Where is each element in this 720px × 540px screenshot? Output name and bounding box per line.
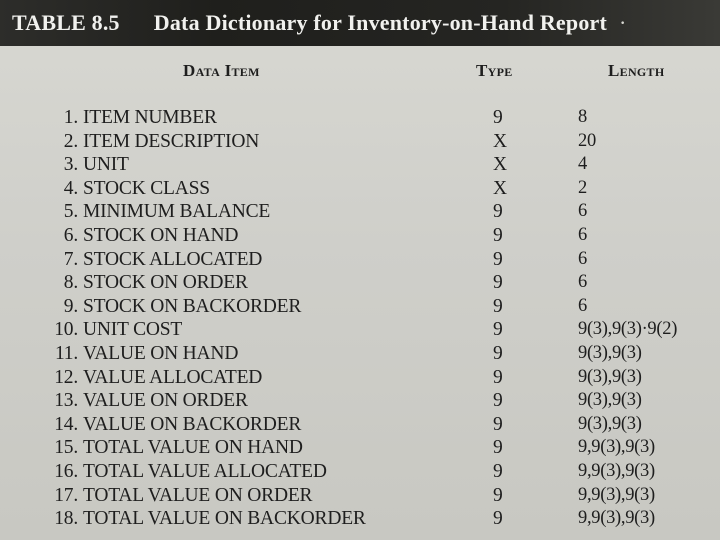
row-number: 13. xyxy=(54,390,78,412)
row-length: 8 xyxy=(578,107,587,127)
table-row xyxy=(0,484,720,508)
row-type: 9 xyxy=(493,224,503,246)
row-number: 14. xyxy=(54,413,78,435)
table-row xyxy=(0,342,720,366)
table-row xyxy=(0,200,720,224)
row-length: 9(3),9(3) xyxy=(578,413,642,434)
row-data-item: UNIT xyxy=(83,154,129,176)
row-number: 2. xyxy=(63,130,78,152)
row-number: 17. xyxy=(54,484,78,506)
row-type: 9 xyxy=(493,413,503,435)
row-type: X xyxy=(493,154,507,176)
row-type: 9 xyxy=(493,484,503,506)
row-data-item: ITEM DESCRIPTION xyxy=(83,130,260,152)
row-length: 9,9(3),9(3) xyxy=(578,460,655,481)
row-type: 9 xyxy=(493,272,503,294)
row-number: 15. xyxy=(54,437,78,459)
row-number: 11. xyxy=(54,342,78,364)
row-data-item: STOCK ON HAND xyxy=(83,224,239,246)
row-data-item: VALUE ON HAND xyxy=(83,342,239,364)
row-type: 9 xyxy=(493,248,503,270)
table-row xyxy=(0,106,720,130)
column-header-type: Type xyxy=(476,61,513,80)
row-number: 3. xyxy=(63,154,78,176)
row-type: 9 xyxy=(493,319,503,341)
row-type: 9 xyxy=(493,437,503,459)
row-type: 9 xyxy=(493,107,503,128)
row-type: 9 xyxy=(493,342,503,364)
row-data-item: VALUE ON BACKORDER xyxy=(83,413,302,435)
row-data-item: TOTAL VALUE ON BACKORDER xyxy=(83,508,366,530)
column-header-row xyxy=(0,61,720,85)
row-data-item: STOCK ON ORDER xyxy=(83,272,248,294)
row-length: 9,9(3),9(3) xyxy=(578,484,655,505)
table-row xyxy=(0,413,720,437)
table-row xyxy=(0,460,720,484)
row-length: 9(3),9(3)·9(2) xyxy=(578,319,678,340)
row-number: 16. xyxy=(54,460,78,482)
row-number: 7. xyxy=(63,248,78,270)
row-data-item: TOTAL VALUE ON ORDER xyxy=(83,484,313,506)
row-data-item: ITEM NUMBER xyxy=(83,107,217,128)
table-row xyxy=(0,248,720,272)
column-header-data-item: Data Item xyxy=(183,61,260,80)
table-row xyxy=(0,130,720,154)
row-number: 8. xyxy=(63,272,78,294)
row-data-item: TOTAL VALUE ON HAND xyxy=(83,437,303,459)
row-number: 9. xyxy=(63,295,78,317)
table-row xyxy=(0,224,720,248)
row-type: 9 xyxy=(493,508,503,530)
row-data-item: MINIMUM BALANCE xyxy=(83,201,271,223)
row-length: 6 xyxy=(578,272,587,293)
row-type: 9 xyxy=(493,366,503,388)
column-header-length: Length xyxy=(608,61,665,80)
table-title-bar xyxy=(0,0,720,46)
row-data-item: STOCK CLASS xyxy=(83,177,210,199)
row-length: 9(3),9(3) xyxy=(578,390,642,411)
row-length: 6 xyxy=(578,295,587,316)
table-row xyxy=(0,507,720,531)
table-title: Data Dictionary for Inventory-on-Hand Report xyxy=(153,10,608,35)
row-type: X xyxy=(493,177,507,199)
table-row xyxy=(0,177,720,201)
row-length: 9(3),9(3) xyxy=(578,366,642,387)
table-row xyxy=(0,271,720,295)
row-length: 9,9(3),9(3) xyxy=(578,508,655,529)
row-length: 6 xyxy=(578,248,587,269)
row-type: 9 xyxy=(493,201,503,223)
row-number: 4. xyxy=(63,177,78,199)
row-length: 9(3),9(3) xyxy=(578,342,642,363)
row-number: 6. xyxy=(63,224,78,246)
row-data-item: TOTAL VALUE ALLOCATED xyxy=(83,460,327,482)
row-type: 9 xyxy=(493,460,503,482)
row-data-item: STOCK ALLOCATED xyxy=(83,248,263,270)
table-row xyxy=(0,318,720,342)
row-data-item: UNIT COST xyxy=(83,319,183,341)
row-data-item: VALUE ALLOCATED xyxy=(83,366,263,388)
row-data-item: VALUE ON ORDER xyxy=(83,390,248,412)
table-row xyxy=(0,436,720,460)
row-type: 9 xyxy=(493,295,503,317)
table-row xyxy=(0,153,720,177)
row-type: X xyxy=(493,130,507,152)
row-number: 18. xyxy=(54,508,78,530)
table-row xyxy=(0,366,720,390)
table-number: TABLE 8.5 xyxy=(12,10,120,35)
row-length: 4 xyxy=(578,154,587,175)
row-number: 1. xyxy=(63,107,78,128)
row-length: 6 xyxy=(578,224,587,245)
row-number: 12. xyxy=(54,366,78,388)
row-number: 10. xyxy=(54,319,78,341)
row-number: 5. xyxy=(63,201,78,223)
row-length: 9,9(3),9(3) xyxy=(578,437,655,458)
table-row xyxy=(0,295,720,319)
row-data-item: STOCK ON BACKORDER xyxy=(83,295,302,317)
title-dot: · xyxy=(619,10,627,35)
data-dictionary-rows xyxy=(0,106,720,531)
table-row xyxy=(0,389,720,413)
row-length: 20 xyxy=(578,130,596,151)
row-length: 2 xyxy=(578,177,587,198)
row-type: 9 xyxy=(493,390,503,412)
row-length: 6 xyxy=(578,201,587,222)
